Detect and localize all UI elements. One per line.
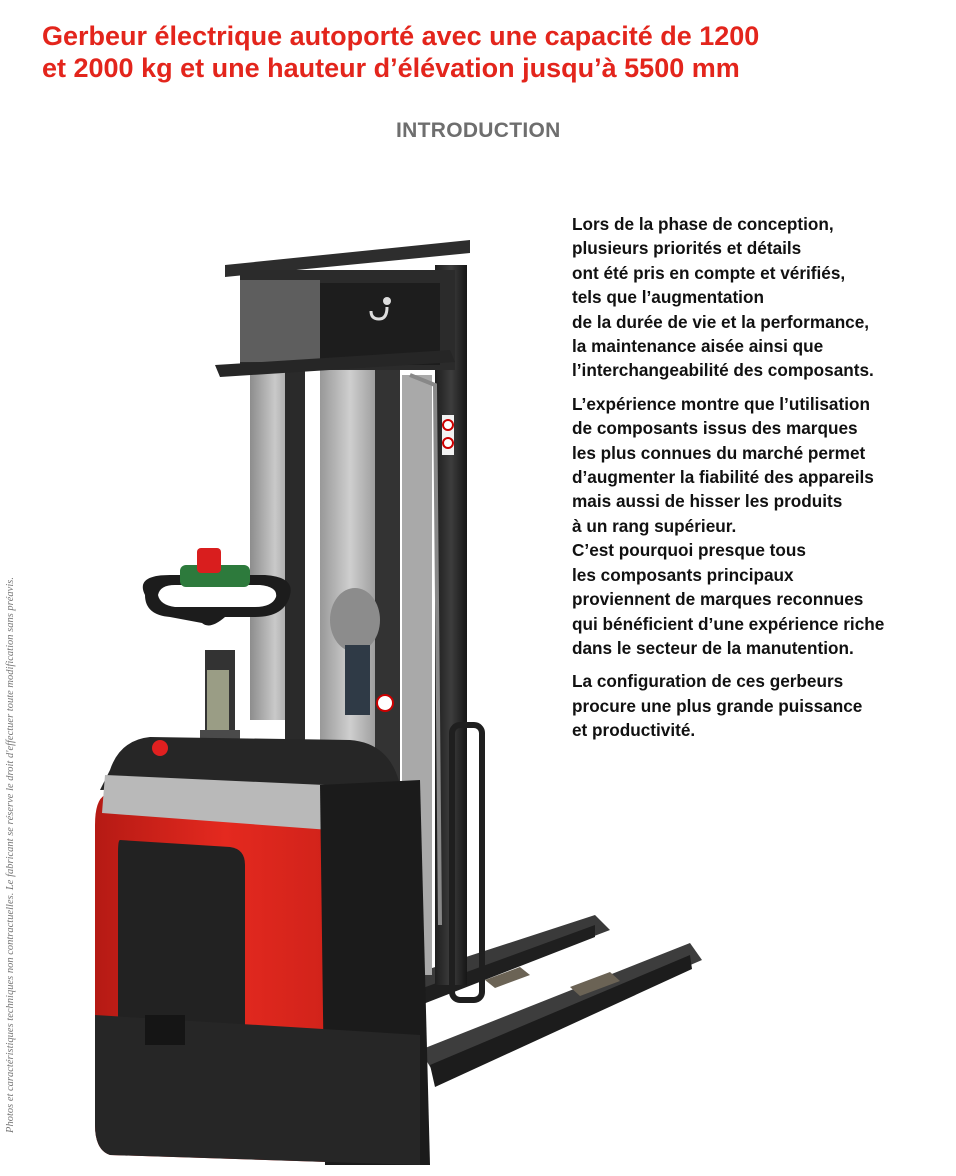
text-line: plusieurs priorités et détails [572, 238, 802, 259]
text-line: la maintenance aisée ainsi que [572, 336, 824, 357]
text-line: de la durée de vie et la performance, [572, 311, 870, 332]
text-line: proviennent de marques reconnues [572, 589, 864, 610]
section-heading: INTRODUCTION [396, 119, 561, 142]
text-line: C’est pourquoi presque tous [572, 540, 806, 561]
title-line-1: Gerbeur électrique autoporté avec une capacité de 1200 [42, 21, 760, 51]
chassis [95, 737, 430, 1165]
emergency-stop-icon [152, 740, 168, 756]
text-line: de composants issus des marques [572, 418, 858, 439]
text-line: l’interchangeabilité des composants. [572, 360, 874, 381]
text-line: Lors de la phase de conception, [572, 214, 834, 234]
intro-body-text [572, 212, 942, 752]
warning-label-icon [443, 420, 453, 430]
paragraph-1 [572, 212, 942, 383]
paragraph-2 [572, 392, 942, 660]
text-line: procure une plus grande puissance [572, 695, 863, 716]
paragraph-3 [572, 669, 942, 742]
text-line: les plus connues du marché permet [572, 442, 866, 463]
text-line: L’expérience montre que l’utilisation [572, 393, 870, 414]
disclaimer-note: Photos et caractéristiques techniques non contractuelles. Le fabricant se réserve le droit d'effectuer toute modification sans préavis. [5, 577, 16, 1133]
text-line: ont été pris en compte et vérifiés, [572, 262, 846, 283]
text-line: tels que l’augmentation [572, 287, 764, 308]
text-line: les composants principaux [572, 564, 794, 585]
document-title [42, 20, 922, 84]
text-line: et productivité. [572, 720, 696, 741]
text-line: qui bénéficient d’une expérience riche [572, 613, 885, 634]
text-line: mais aussi de hisser les produits [572, 491, 843, 512]
text-line: d’augmenter la fiabilité des appareils [572, 467, 874, 488]
mast-head [215, 240, 470, 377]
text-line: à un rang supérieur. [572, 515, 737, 536]
text-line: dans le secteur de la manutention. [572, 637, 854, 658]
title-line-2: et 2000 kg et une hauteur d’élévation jusqu’à 5500 mm [42, 53, 740, 83]
text-line: La configuration de ces gerbeurs [572, 671, 844, 692]
